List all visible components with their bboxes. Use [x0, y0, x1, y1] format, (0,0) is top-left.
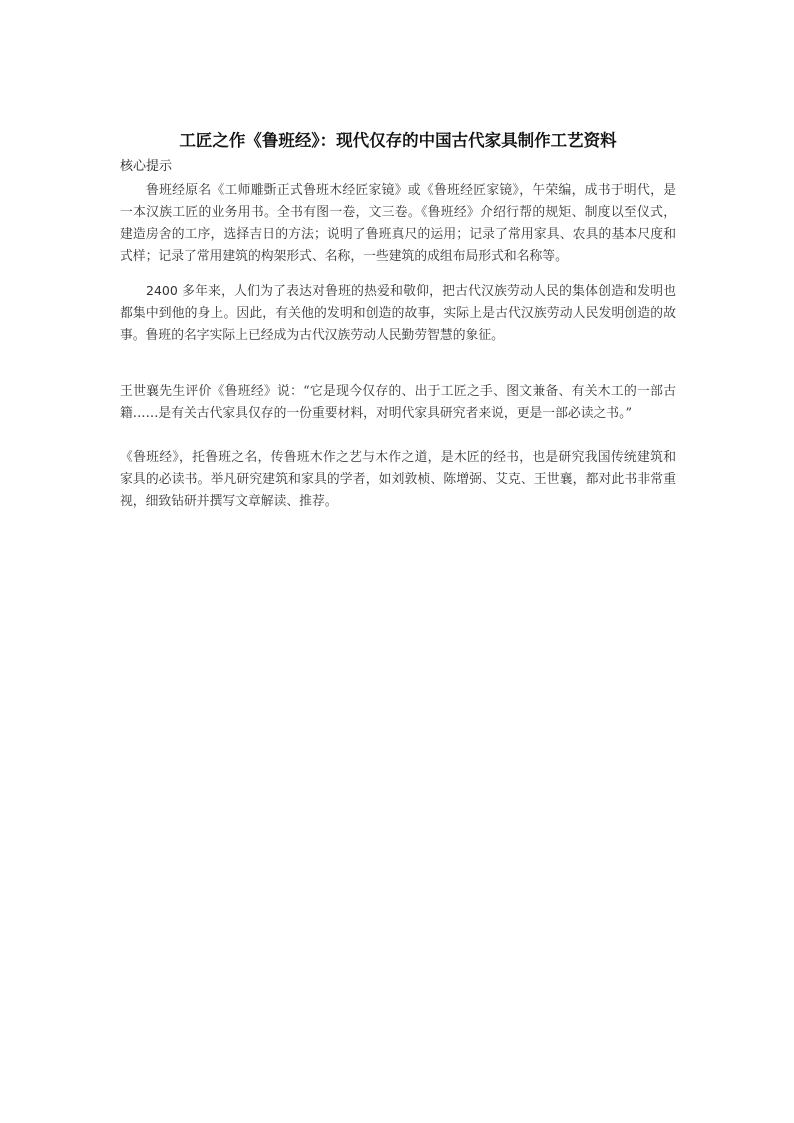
paragraph-legacy-text: 多年来，人们为了表达对鲁班的热爱和敬仰，把古代汉族劳动人民的集体创造和发明也都集中到他的身上。因此，有关他的发明和创造的故事，实际上是古代汉族劳动人民发明创造的故事。鲁班的名字实际上已经成为古代汉族劳动人民勤劳智慧的象征。 — [120, 284, 676, 343]
section-subheading: 核心提示 — [120, 159, 173, 174]
page-title: 工匠之作《鲁班经》：现代仅存的中国古代家具制作工艺资料 — [179, 131, 617, 150]
paragraph-legacy — [120, 280, 676, 347]
paragraph-significance: 《鲁班经》，托鲁班之名，传鲁班木作之艺与木作之道，是木匠的经书，也是研究我国传统建筑和家具的必读书。举凡研究建筑和家具的学者，如刘敦桢、陈增弼、艾克、王世襄，都对此书非常重视，细致钻研并撰写文章解读、推荐。 — [120, 450, 676, 509]
document-page — [120, 128, 676, 513]
paragraph-origin: 鲁班经原名《工师雕斲正式鲁班木经匠家镜》或《鲁班经匠家镜》，午荣编，成书于明代，是一本汉族工匠的业务用书。全书有图一卷，文三卷。《鲁班经》介绍行帮的规矩、制度以至仪式，建造房舍的工序，选择吉日的方法；说明了鲁班真尺的运用；记录了常用家具、农具的基本尺度和式样；记录了常用建筑的构架形式、名称，一些建筑的成组布局形式和名称等。 — [120, 183, 676, 264]
year-count: 2400 — [146, 283, 178, 298]
paragraph-quote: 王世襄先生评价《鲁班经》说：“它是现今仅存的、出于工匠之手、图文兼备、有关木工的一部古籍……是有关古代家具仅存的一份重要材料，对明代家具研究者来说，更是一部必读之书。” — [120, 384, 676, 421]
